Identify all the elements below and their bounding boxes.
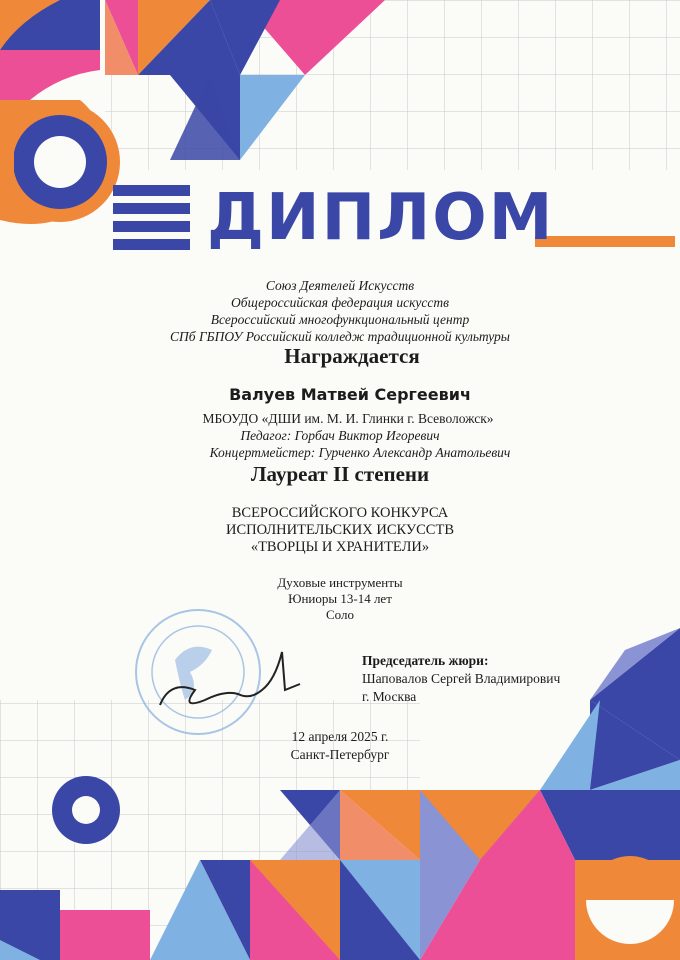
bottom-left-target-circle (52, 776, 120, 844)
organizers-block (0, 277, 680, 345)
contest-line: ИСПОЛНИТЕЛЬСКИХ ИСКУССТВ (225, 522, 455, 538)
jury-block (362, 652, 560, 706)
nomination-block (0, 575, 680, 623)
jury-label: Председатель жюри: (362, 653, 489, 668)
jury-city: г. Москва (362, 689, 417, 704)
teacher-line: Педагог: Горбач Виктор Игоревич (240, 428, 440, 443)
jury-chair-name: Шаповалов Сергей Владимирович (362, 671, 561, 686)
nomination-line: Юниоры 13-14 лет (288, 591, 392, 606)
diploma-title: ДИПЛОМ (207, 181, 555, 255)
organizer-line: Союз Деятелей Искусств (265, 278, 415, 293)
accompanist-line: Концертмейстер: Гурченко Александр Анатольевич (209, 445, 511, 460)
organizer-line: Общероссийская федерация искусств (231, 295, 449, 310)
title-lines-icon (113, 185, 190, 250)
contest-line: ВСЕРОССИЙСКОГО КОНКУРСА (231, 505, 449, 521)
title-accent-bar (535, 236, 675, 247)
issue-place: Санкт-Петербург (290, 747, 390, 762)
school-name: МБОУДО «ДШИ им. М. И. Глинки г. Всеволожск» (202, 411, 494, 426)
awarded-label: Награждается (284, 344, 420, 368)
nomination-line: Духовые инструменты (277, 575, 403, 590)
contest-line: «ТВОРЦЫ И ХРАНИТЕЛИ» (250, 539, 430, 555)
contest-name (0, 505, 680, 556)
top-left-geometric-shapes (0, 0, 120, 224)
organizer-line: СПб ГБПОУ Российский колледж традиционной культуры (170, 329, 510, 344)
date-place-block (285, 728, 395, 764)
degree-title: Лауреат II степени (250, 462, 430, 486)
recipient-name: Валуев Матвей Сергеевич (229, 385, 471, 404)
nomination-line: Соло (326, 607, 354, 622)
issue-date: 12 апреля 2025 г. (291, 729, 389, 744)
organizer-line: Всероссийский многофункциональный центр (210, 312, 470, 327)
